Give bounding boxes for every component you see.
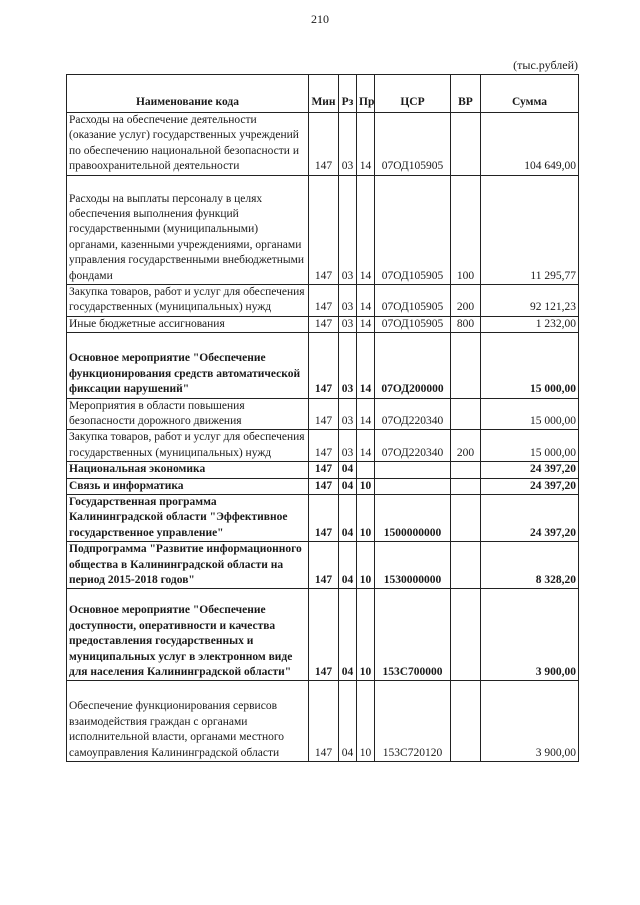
table-row bbox=[67, 398, 579, 430]
row-rz: 03 bbox=[339, 285, 357, 317]
table-row bbox=[67, 316, 579, 332]
row-name: Расходы на обеспечение деятельности (оказание услуг) государственных учреждений по обеспечению национальной безопасности и правоохранительной деятельности bbox=[67, 113, 309, 176]
row-pr: 10 bbox=[357, 494, 375, 541]
row-rz: 04 bbox=[339, 494, 357, 541]
row-sum: 24 397,20 bbox=[481, 462, 579, 478]
row-name: Связь и информатика bbox=[67, 478, 309, 494]
row-sum: 1 232,00 bbox=[481, 316, 579, 332]
row-pr: 10 bbox=[357, 478, 375, 494]
page-number: 210 bbox=[311, 12, 329, 26]
row-vr: 200 bbox=[451, 430, 481, 462]
table-row bbox=[67, 175, 579, 284]
table-row bbox=[67, 589, 579, 681]
row-sum: 15 000,00 bbox=[481, 333, 579, 398]
table-header-row bbox=[67, 75, 579, 113]
row-vr bbox=[451, 462, 481, 478]
row-vr bbox=[451, 681, 481, 762]
row-pr: 10 bbox=[357, 589, 375, 681]
header-name: Наименование кода bbox=[67, 75, 309, 113]
row-min: 147 bbox=[309, 478, 339, 494]
row-name: Национальная экономика bbox=[67, 462, 309, 478]
row-rz: 03 bbox=[339, 398, 357, 430]
row-pr: 14 bbox=[357, 430, 375, 462]
row-min: 147 bbox=[309, 430, 339, 462]
header-min: Мин bbox=[309, 75, 339, 113]
row-vr bbox=[451, 113, 481, 176]
table-row bbox=[67, 542, 579, 589]
row-name: Расходы на выплаты персоналу в целях обеспечения выполнения функций государственными (муниципальными) органами, казенными учреждениями, органами управления государственными внебюджетными фондами bbox=[67, 175, 309, 284]
header-vr: ВР bbox=[451, 75, 481, 113]
row-vr: 800 bbox=[451, 316, 481, 332]
table-row bbox=[67, 430, 579, 462]
row-pr: 14 bbox=[357, 398, 375, 430]
row-csr: 07ОД200000 bbox=[375, 333, 451, 398]
table-row bbox=[67, 494, 579, 541]
row-min: 147 bbox=[309, 462, 339, 478]
row-csr: 07ОД105905 bbox=[375, 285, 451, 317]
row-min: 147 bbox=[309, 333, 339, 398]
row-name: Обеспечение функционирования сервисов взаимодействия граждан с органами исполнительной власти, органами местного самоуправления Калининградской области bbox=[67, 681, 309, 762]
row-min: 147 bbox=[309, 681, 339, 762]
row-vr bbox=[451, 542, 481, 589]
row-rz: 04 bbox=[339, 589, 357, 681]
row-csr: 07ОД105905 bbox=[375, 113, 451, 176]
row-csr: 07ОД105905 bbox=[375, 316, 451, 332]
row-csr: 153С720120 bbox=[375, 681, 451, 762]
header-sum: Сумма bbox=[481, 75, 579, 113]
row-min: 147 bbox=[309, 285, 339, 317]
row-vr bbox=[451, 494, 481, 541]
row-rz: 04 bbox=[339, 542, 357, 589]
table-row bbox=[67, 478, 579, 494]
row-vr bbox=[451, 478, 481, 494]
row-name: Основное мероприятие "Обеспечение функционирования средств автоматической фиксации нарушений" bbox=[67, 333, 309, 398]
row-sum: 92 121,23 bbox=[481, 285, 579, 317]
row-csr bbox=[375, 462, 451, 478]
row-pr: 14 bbox=[357, 333, 375, 398]
units-label: (тыс.рублей) bbox=[513, 58, 578, 72]
row-name: Закупка товаров, работ и услуг для обеспечения государственных (муниципальных) нужд bbox=[67, 285, 309, 317]
row-csr: 1500000000 bbox=[375, 494, 451, 541]
row-rz: 04 bbox=[339, 478, 357, 494]
row-rz: 03 bbox=[339, 333, 357, 398]
row-name: Закупка товаров, работ и услуг для обеспечения государственных (муниципальных) нужд bbox=[67, 430, 309, 462]
row-name: Иные бюджетные ассигнования bbox=[67, 316, 309, 332]
row-pr: 14 bbox=[357, 175, 375, 284]
header-csr: ЦСР bbox=[375, 75, 451, 113]
row-pr: 10 bbox=[357, 681, 375, 762]
row-min: 147 bbox=[309, 316, 339, 332]
header-rz: Рз bbox=[339, 75, 357, 113]
row-min: 147 bbox=[309, 113, 339, 176]
row-vr bbox=[451, 398, 481, 430]
row-rz: 03 bbox=[339, 113, 357, 176]
row-vr: 200 bbox=[451, 285, 481, 317]
row-sum: 15 000,00 bbox=[481, 398, 579, 430]
row-csr: 07ОД105905 bbox=[375, 175, 451, 284]
row-vr: 100 bbox=[451, 175, 481, 284]
row-pr: 10 bbox=[357, 542, 375, 589]
row-csr: 07ОД220340 bbox=[375, 430, 451, 462]
row-csr bbox=[375, 478, 451, 494]
row-sum: 24 397,20 bbox=[481, 494, 579, 541]
row-min: 147 bbox=[309, 542, 339, 589]
table-row bbox=[67, 285, 579, 317]
budget-table bbox=[66, 74, 579, 762]
row-sum: 11 295,77 bbox=[481, 175, 579, 284]
row-sum: 3 900,00 bbox=[481, 589, 579, 681]
row-min: 147 bbox=[309, 175, 339, 284]
row-csr: 153С700000 bbox=[375, 589, 451, 681]
row-sum: 3 900,00 bbox=[481, 681, 579, 762]
row-min: 147 bbox=[309, 589, 339, 681]
row-vr bbox=[451, 333, 481, 398]
row-csr: 1530000000 bbox=[375, 542, 451, 589]
header-pr: Пр bbox=[357, 75, 375, 113]
row-sum: 24 397,20 bbox=[481, 478, 579, 494]
row-rz: 04 bbox=[339, 462, 357, 478]
row-pr: 14 bbox=[357, 113, 375, 176]
row-min: 147 bbox=[309, 494, 339, 541]
row-rz: 04 bbox=[339, 681, 357, 762]
row-rz: 03 bbox=[339, 430, 357, 462]
row-sum: 8 328,20 bbox=[481, 542, 579, 589]
row-vr bbox=[451, 589, 481, 681]
row-name: Подпрограмма "Развитие информационного общества в Калининградской области на период 2015-2018 годов" bbox=[67, 542, 309, 589]
row-pr: 14 bbox=[357, 316, 375, 332]
row-csr: 07ОД220340 bbox=[375, 398, 451, 430]
row-name: Мероприятия в области повышения безопасности дорожного движения bbox=[67, 398, 309, 430]
row-sum: 15 000,00 bbox=[481, 430, 579, 462]
row-rz: 03 bbox=[339, 316, 357, 332]
table-row bbox=[67, 333, 579, 398]
table-row bbox=[67, 462, 579, 478]
table-row bbox=[67, 681, 579, 762]
row-sum: 104 649,00 bbox=[481, 113, 579, 176]
row-name: Основное мероприятие "Обеспечение доступности, оперативности и качества предоставления государственных и муниципальных услуг в электронном виде для населения Калининградской области" bbox=[67, 589, 309, 681]
row-rz: 03 bbox=[339, 175, 357, 284]
table-row bbox=[67, 113, 579, 176]
row-pr: 14 bbox=[357, 285, 375, 317]
row-pr bbox=[357, 462, 375, 478]
row-min: 147 bbox=[309, 398, 339, 430]
row-name: Государственная программа Калининградской области "Эффективное государственное управление" bbox=[67, 494, 309, 541]
